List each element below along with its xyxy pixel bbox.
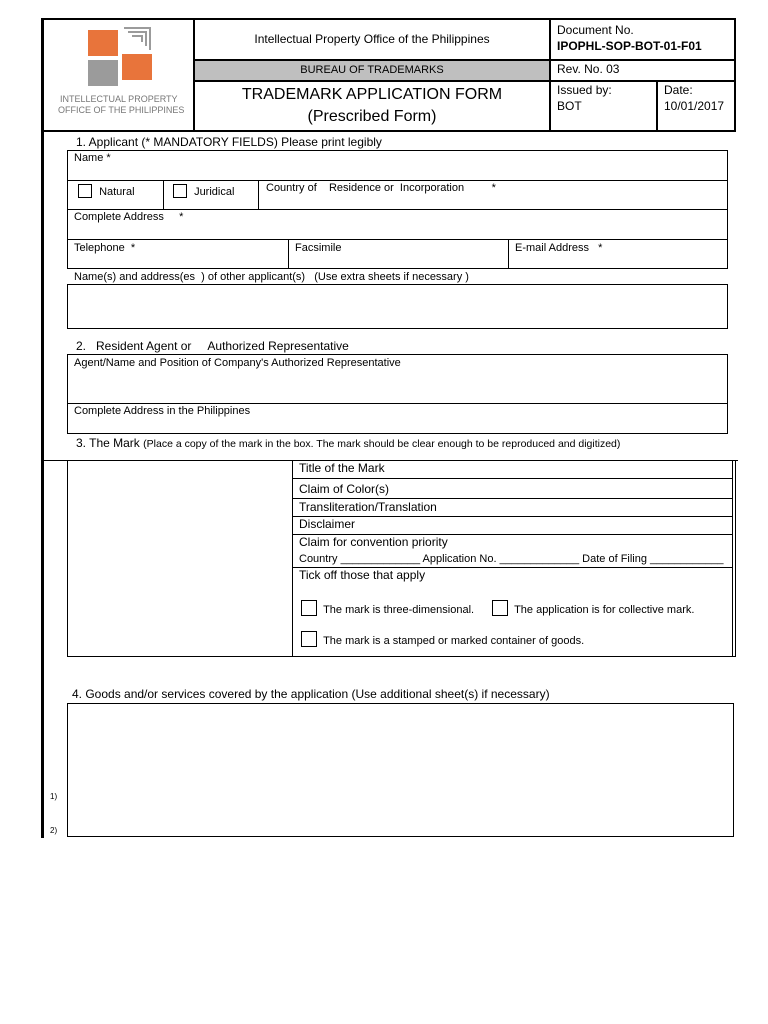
logo-text-line1: INTELLECTUAL PROPERTY xyxy=(60,94,178,104)
issued-by-value: BOT xyxy=(557,99,582,113)
applicant-col-divider-b xyxy=(258,180,259,209)
applicant-row-divider-3 xyxy=(67,239,728,240)
goods-line-1-label: 1) xyxy=(50,792,58,801)
section3-heading-main: 3. The Mark xyxy=(76,436,144,450)
section3-heading-note: (Place a copy of the mark in the box. The mark should be clear enough to be reproduced and digitized) xyxy=(143,438,621,450)
agent-address-label[interactable]: Complete Address in the Philippines xyxy=(74,405,251,417)
section1-heading: 1. Applicant (* MANDATORY FIELDS) Please print legibly xyxy=(76,135,382,149)
mark-row-divider-2 xyxy=(292,498,732,499)
natural-label: Natural xyxy=(99,186,135,198)
claim-of-color-label[interactable]: Claim of Color(s) xyxy=(299,482,390,496)
disclaimer-label[interactable]: Disclaimer xyxy=(299,517,356,531)
country-field-label[interactable]: Country of Residence or Incorporation * xyxy=(266,182,496,194)
mark-image-box-divider xyxy=(292,460,293,657)
option-stamped-container[interactable] xyxy=(301,631,584,648)
section3-heading xyxy=(76,437,620,451)
issued-by-label: Issued by: xyxy=(557,83,612,97)
applicant-row-divider-1 xyxy=(67,180,728,181)
mark-image-box[interactable] xyxy=(68,461,292,656)
header-divider-h2 xyxy=(193,80,736,82)
collective-mark-checkbox[interactable] xyxy=(492,600,508,616)
applicant-row-divider-2 xyxy=(67,209,728,210)
header-divider-v2 xyxy=(549,18,551,132)
agent-row-divider xyxy=(67,403,728,404)
date-label: Date: xyxy=(664,83,693,97)
goods-services-field[interactable] xyxy=(67,703,734,837)
applicant-col-divider-c xyxy=(288,239,289,269)
applicant-col-divider-a xyxy=(163,180,164,209)
transliteration-label[interactable]: Transliteration/Translation xyxy=(299,500,437,514)
convention-priority-label: Claim for convention priority xyxy=(299,535,448,549)
mark-table-right-rule xyxy=(732,460,733,657)
mark-row-divider-3 xyxy=(292,516,732,517)
stamped-container-checkbox[interactable] xyxy=(301,631,317,647)
email-label[interactable]: E-mail Address * xyxy=(515,242,603,254)
bureau-name: BUREAU OF TRADEMARKS xyxy=(300,64,444,76)
title-of-mark-label[interactable]: Title of the Mark xyxy=(299,461,385,475)
logo-mark-icon xyxy=(58,24,188,94)
section2-heading: 2. Resident Agent or Authorized Representative xyxy=(76,339,349,353)
agent-name-label[interactable]: Agent/Name and Position of Company's Authorized Representative xyxy=(74,357,401,369)
logo-text-line2: OFFICE OF THE PHILIPPINES xyxy=(58,105,185,115)
form-left-rule-bottom xyxy=(41,460,44,838)
stamped-container-label: The mark is a stamped or marked container of goods. xyxy=(323,635,585,647)
other-applicants-label: Name(s) and address(es ) of other applicant(s) (Use extra sheets if necessary ) xyxy=(74,271,469,283)
natural-option[interactable] xyxy=(78,184,135,199)
applicant-col-divider-d xyxy=(508,239,509,269)
complete-address-label[interactable]: Complete Address * xyxy=(74,211,184,223)
section4-heading: 4. Goods and/or services covered by the application (Use additional sheet(s) if necessary) xyxy=(72,687,550,701)
option-collective-mark[interactable] xyxy=(492,600,694,617)
option-three-dimensional[interactable] xyxy=(301,600,474,617)
doc-no-label: Document No. xyxy=(557,23,634,37)
office-name: Intellectual Property Office of the Philippines xyxy=(254,32,490,46)
date-value: 10/01/2017 xyxy=(664,99,725,113)
convention-priority-fields[interactable]: Country _____________ Application No. _____________ Date of Filing ____________ xyxy=(299,553,724,565)
tick-off-label: Tick off those that apply xyxy=(299,568,426,582)
header-divider-v3 xyxy=(656,80,658,132)
rev-no: Rev. No. 03 xyxy=(557,62,620,76)
facsimile-label[interactable]: Facsimile xyxy=(295,242,342,254)
juridical-option[interactable] xyxy=(173,184,234,199)
doc-no-value: IPOPHL-SOP-BOT-01-F01 xyxy=(557,39,702,53)
collective-mark-label: The application is for collective mark. xyxy=(514,604,695,616)
form-subtitle: (Prescribed Form) xyxy=(307,108,437,125)
mark-row-divider-1 xyxy=(292,478,732,479)
form-title: TRADEMARK APPLICATION FORM xyxy=(241,86,503,103)
ipophl-logo xyxy=(58,24,188,124)
three-dimensional-label: The mark is three-dimensional. xyxy=(323,604,475,616)
other-applicants-field[interactable] xyxy=(67,284,728,329)
juridical-label: Juridical xyxy=(194,186,235,198)
applicant-name-label[interactable]: Name * xyxy=(74,152,111,164)
natural-checkbox[interactable] xyxy=(78,184,92,198)
juridical-checkbox[interactable] xyxy=(173,184,187,198)
goods-line-2-label: 2) xyxy=(50,826,58,835)
three-dimensional-checkbox[interactable] xyxy=(301,600,317,616)
telephone-label[interactable]: Telephone * xyxy=(74,242,136,254)
